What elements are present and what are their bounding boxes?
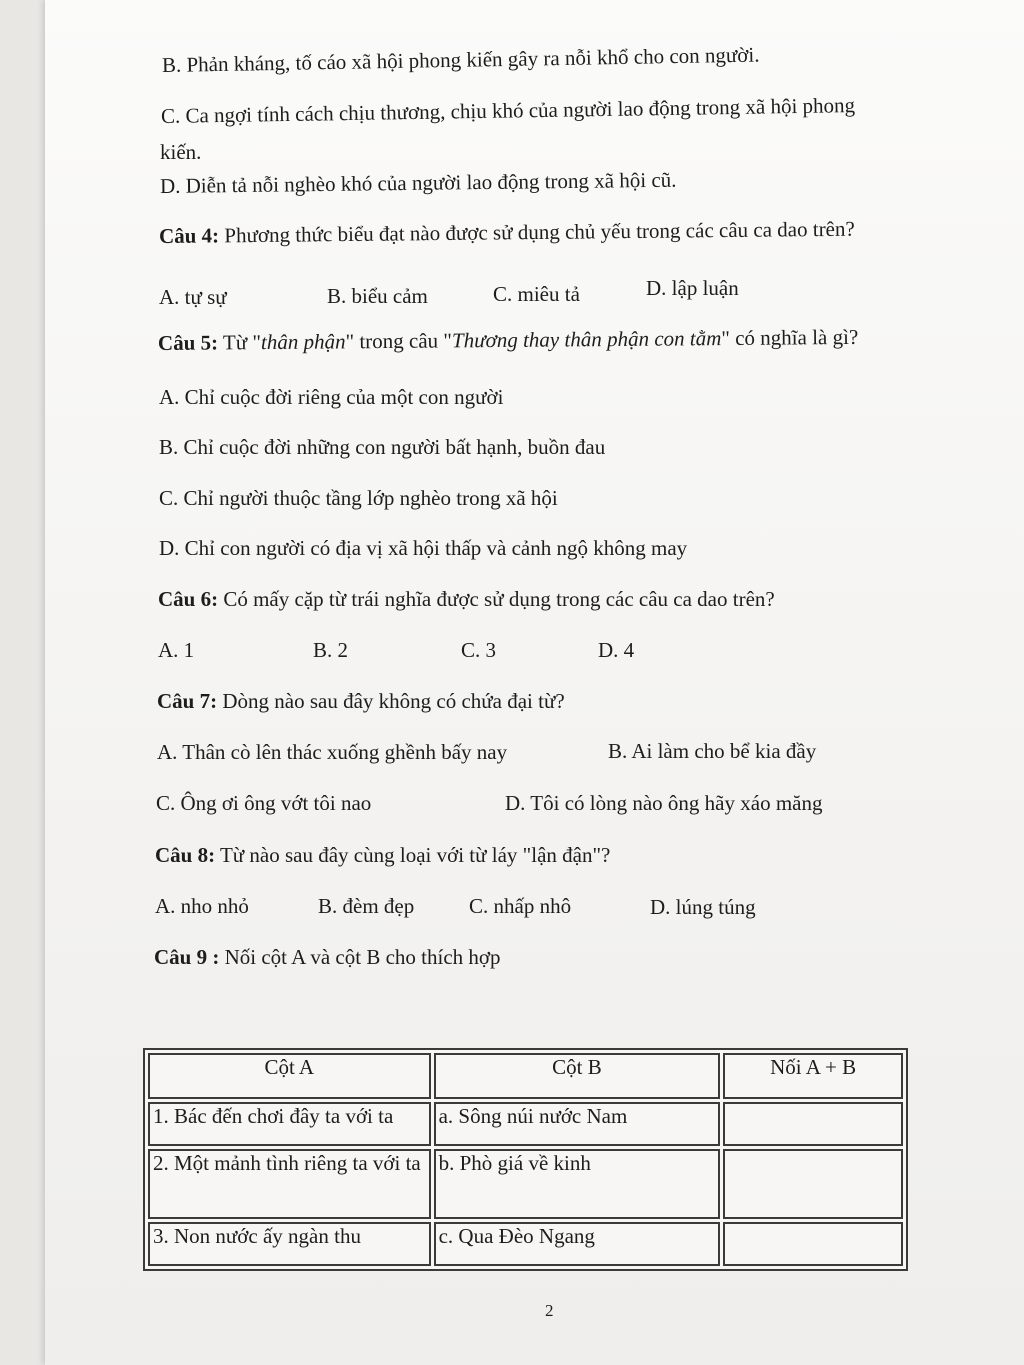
q3-option-d: D. Diễn tả nỗi nghèo khó của người lao động trong xã hội cũ.	[159, 167, 677, 198]
q8-option-c: C. nhấp nhô	[469, 894, 572, 918]
q9-label: Câu 9 :	[154, 945, 220, 969]
q7-option-c: C. Ông ơi ông vớt tôi nao	[156, 791, 372, 815]
q4-option-c: C. miêu tả	[493, 282, 580, 306]
q5-text-part2: " trong câu "	[345, 328, 453, 354]
table-header-row	[148, 1053, 903, 1099]
page-number: 2	[545, 1301, 554, 1320]
q5-text-part1: Từ "	[217, 330, 262, 355]
column-b-cell: c. Qua Đèo Ngang	[434, 1222, 721, 1266]
table-row	[148, 1222, 903, 1266]
q7-label: Câu 7:	[157, 689, 218, 713]
q6-option-d: D. 4	[598, 638, 635, 662]
column-b-cell: b. Phò giá về kinh	[434, 1149, 721, 1219]
q4-option-a: A. tự sự	[159, 285, 227, 309]
q9-question	[154, 945, 501, 970]
q8-text: Từ nào sau đây cùng loại với từ láy "lận đận"?	[215, 843, 611, 867]
match-answer-cell[interactable]	[723, 1102, 903, 1146]
column-b-cell: a. Sông núi nước Nam	[434, 1102, 721, 1146]
q6-option-b: B. 2	[313, 638, 349, 662]
q5-text-part3: " có nghĩa là gì?	[721, 324, 859, 351]
header-match: Nối A + B	[723, 1053, 903, 1099]
q5-italic-term: thân phận	[260, 329, 346, 355]
q4-option-b: B. biểu cảm	[327, 284, 428, 308]
header-column-a: Cột A	[148, 1053, 431, 1099]
q6-option-a: A. 1	[158, 638, 195, 662]
q7-option-d: D. Tôi có lòng nào ông hãy xáo măng	[505, 791, 823, 815]
q5-option-b: B. Chỉ cuộc đời những con người bất hạnh, buồn đau	[159, 435, 606, 459]
q5-option-d: D. Chỉ con người có địa vị xã hội thấp và cảnh ngộ không may	[159, 536, 688, 560]
q7-question	[157, 689, 565, 714]
q8-label: Câu 8:	[155, 843, 216, 867]
q5-label: Câu 5:	[157, 330, 219, 355]
matching-table	[143, 1048, 908, 1271]
column-a-cell: 2. Một mảnh tình riêng ta với ta	[148, 1149, 431, 1219]
header-column-b: Cột B	[434, 1053, 721, 1099]
q7-option-b: B. Ai làm cho bể kia đầy	[608, 739, 817, 763]
q4-text: Phương thức biểu đạt nào được sử dụng chủ yếu trong các câu ca dao trên?	[218, 216, 855, 248]
match-answer-cell[interactable]	[723, 1222, 903, 1266]
table-row	[148, 1149, 903, 1219]
q5-option-c: C. Chỉ người thuộc tầng lớp nghèo trong xã hội	[159, 486, 558, 510]
q8-question	[155, 843, 610, 868]
q7-text: Dòng nào sau đây không có chứa đại từ?	[217, 689, 565, 713]
q7-option-a: A. Thân cò lên thác xuống ghềnh bấy nay	[157, 740, 508, 764]
q4-label: Câu 4:	[158, 223, 220, 248]
q3-option-c-line1: C. Ca ngợi tính cách chịu thương, chịu khó của người lao động trong xã hội phong	[160, 93, 856, 128]
table-row	[148, 1102, 903, 1146]
q5-option-a: A. Chỉ cuộc đời riêng của một con người	[159, 385, 504, 409]
q3-option-b: B. Phản kháng, tố cáo xã hội phong kiến gây ra nỗi khổ cho con người.	[161, 42, 760, 77]
q5-italic-quote: Thương thay thân phận con tằm	[451, 326, 722, 353]
q9-text: Nối cột A và cột B cho thích hợp	[219, 945, 501, 969]
column-a-cell: 1. Bác đến chơi đây ta với ta	[148, 1102, 431, 1146]
q6-text: Có mấy cặp từ trái nghĩa được sử dụng trong các câu ca dao trên?	[218, 587, 775, 611]
q8-option-d: D. lúng túng	[650, 895, 756, 919]
q6-option-c: C. 3	[461, 638, 497, 662]
q8-option-b: B. đèm đẹp	[318, 894, 415, 918]
column-a-cell: 3. Non nước ấy ngàn thu	[148, 1222, 431, 1266]
q4-option-d: D. lập luận	[646, 276, 739, 300]
match-answer-cell[interactable]	[723, 1149, 903, 1219]
q8-option-a: A. nho nhỏ	[155, 894, 249, 918]
q3-option-c-line2: kiến.	[160, 140, 202, 164]
q6-label: Câu 6:	[158, 587, 219, 611]
q6-question	[158, 587, 775, 612]
